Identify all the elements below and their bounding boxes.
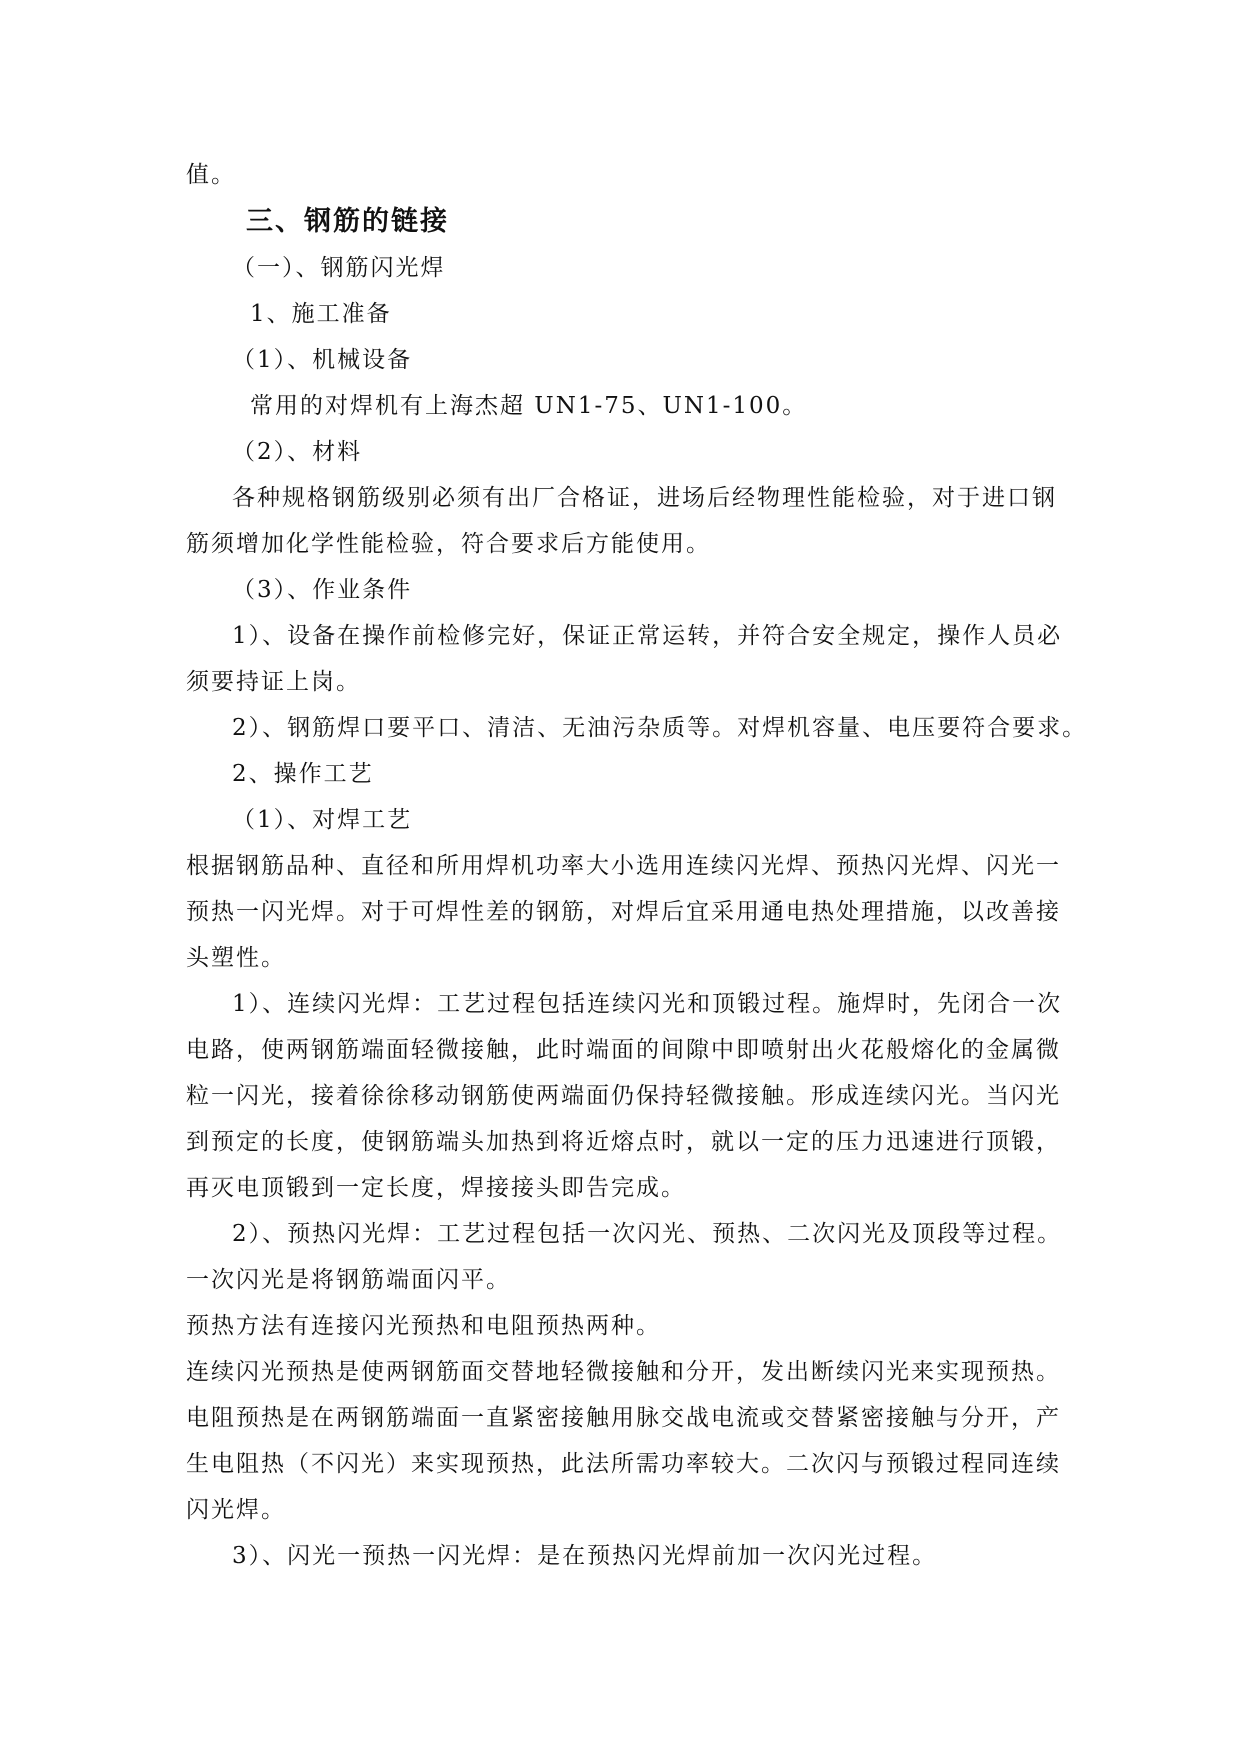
text-line: 各种规格钢筋级别必须有出厂合格证，进场后经物理性能检验，对于进口钢 (232, 485, 1057, 511)
text-line: 生电阻热（不闪光）来实现预热，此法所需功率较大。二次闪与预锻过程同连续 (186, 1451, 1061, 1477)
text-line: 须要持证上岗。 (186, 669, 361, 695)
text-line: 根据钢筋品种、直径和所用焊机功率大小选用连续闪光焊、预热闪光焊、闪光一 (186, 853, 1061, 879)
text-line: 到预定的长度，使钢筋端头加热到将近熔点时，就以一定的压力迅速进行顶锻， (186, 1129, 1061, 1155)
subsection-heading: （1）、机械设备 (232, 347, 413, 373)
subsection-heading: （3）、作业条件 (232, 577, 413, 603)
text-line: 再灭电顶锻到一定长度，焊接接头即告完成。 (186, 1175, 686, 1201)
text-line: 值。 (186, 162, 236, 188)
text-line: 2）、预热闪光焊：工艺过程包括一次闪光、预热、二次闪光及顶段等过程。 (232, 1221, 1063, 1247)
subsection-heading: 1、施工准备 (250, 301, 392, 327)
subsection-heading: 2、操作工艺 (232, 761, 374, 787)
text-line: 一次闪光是将钢筋端面闪平。 (186, 1267, 511, 1293)
text-line: 3）、闪光一预热一闪光焊：是在预热闪光焊前加一次闪光过程。 (232, 1543, 938, 1569)
text-line: 粒一闪光，接着徐徐移动钢筋使两端面仍保持轻微接触。形成连续闪光。当闪光 (186, 1083, 1061, 1109)
text-line: 预热一闪光焊。对于可焊性差的钢筋，对焊后宜采用通电热处理措施，以改善接 (186, 899, 1061, 925)
subsection-heading: （2）、材料 (232, 439, 363, 465)
text-line: 连续闪光预热是使两钢筋面交替地轻微接触和分开，发出断续闪光来实现预热。 (186, 1359, 1061, 1385)
section-heading: 三、钢筋的链接 (246, 206, 449, 237)
text-line: 电路，使两钢筋端面轻微接触，此时端面的间隙中即喷射出火花般熔化的金属微 (186, 1037, 1061, 1063)
text-line: 2）、钢筋焊口要平口、清洁、无油污杂质等。对焊机容量、电压要符合要求。 (232, 715, 1088, 741)
text-line: 筋须增加化学性能检验，符合要求后方能使用。 (186, 531, 711, 557)
text-line: 头塑性。 (186, 945, 286, 971)
text-line: 预热方法有连接闪光预热和电阻预热两种。 (186, 1313, 661, 1339)
text-line: 1）、连续闪光焊：工艺过程包括连续闪光和顶锻过程。施焊时，先闭合一次 (232, 991, 1063, 1017)
text-line: 常用的对焊机有上海杰超 UN1-75、UN1-100。 (250, 393, 808, 419)
text-line: 电阻预热是在两钢筋端面一直紧密接触用脉交战电流或交替紧密接触与分开，产 (186, 1405, 1061, 1431)
text-line: 1）、设备在操作前检修完好，保证正常运转，并符合安全规定，操作人员必 (232, 623, 1063, 649)
subsection-heading: （1）、对焊工艺 (232, 807, 413, 833)
subsection-heading: （一）、钢筋闪光焊 (232, 255, 446, 281)
text-line: 闪光焊。 (186, 1497, 286, 1523)
